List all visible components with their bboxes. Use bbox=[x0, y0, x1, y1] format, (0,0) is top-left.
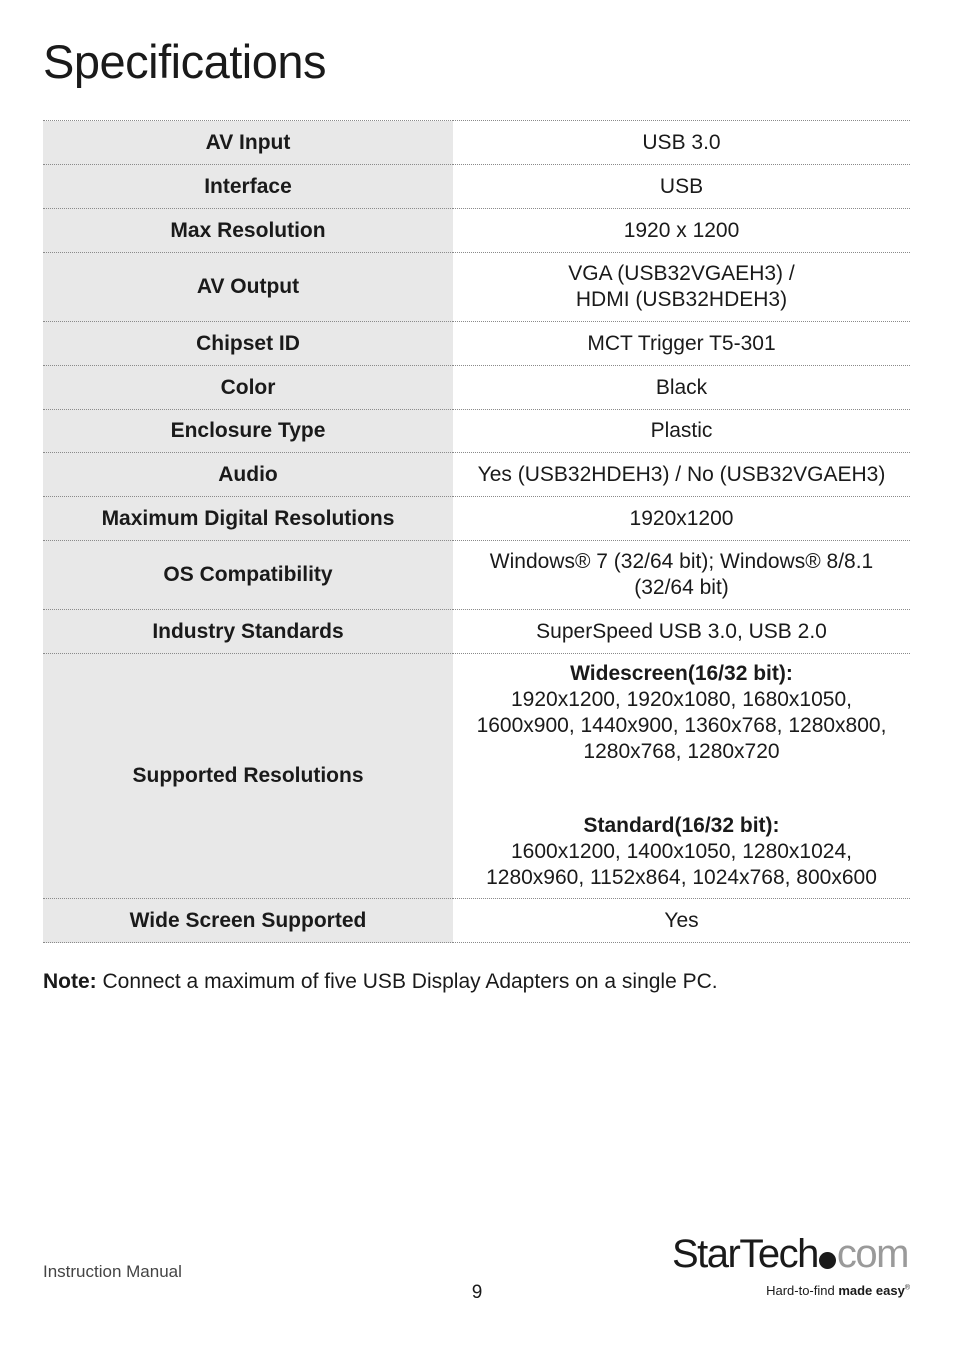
spec-key: OS Compatibility bbox=[43, 541, 453, 610]
widescreen-heading: Widescreen(16/32 bit): bbox=[570, 662, 793, 685]
spec-value: USB 3.0 bbox=[453, 121, 910, 165]
spec-key: Supported Resolutions bbox=[43, 654, 453, 899]
widescreen-line: 1280x768, 1280x720 bbox=[583, 740, 780, 763]
page-number: 9 bbox=[471, 1282, 483, 1303]
note bbox=[43, 970, 718, 994]
widescreen-line: 1600x900, 1440x900, 1360x768, 1280x800, bbox=[476, 714, 887, 737]
spec-value: Windows® 7 (32/64 bit); Windows® 8/8.1 (32/64 bit) bbox=[453, 541, 910, 610]
table-row bbox=[43, 121, 910, 165]
table-row bbox=[43, 497, 910, 541]
spec-key: Industry Standards bbox=[43, 610, 453, 654]
table-row bbox=[43, 610, 910, 654]
table-row bbox=[43, 410, 910, 453]
standard-line: 1280x960, 1152x864, 1024x768, 800x600 bbox=[486, 866, 877, 889]
spec-value: 1920 x 1200 bbox=[453, 209, 910, 253]
spacer bbox=[463, 765, 900, 813]
table-row bbox=[43, 253, 910, 322]
spec-value: Yes (USB32HDEH3) / No (USB32VGAEH3) bbox=[453, 453, 910, 497]
spec-value: VGA (USB32VGAEH3) / HDMI (USB32HDEH3) bbox=[453, 253, 910, 322]
spec-key: Wide Screen Supported bbox=[43, 899, 453, 943]
table-row bbox=[43, 654, 910, 899]
widescreen-line: 1920x1200, 1920x1080, 1680x1050, bbox=[511, 688, 852, 711]
startech-logo bbox=[672, 1232, 910, 1302]
table-row bbox=[43, 165, 910, 209]
note-label: Note: bbox=[43, 970, 97, 993]
spec-key: Audio bbox=[43, 453, 453, 497]
spec-value: 1920x1200 bbox=[453, 497, 910, 541]
spec-value: SuperSpeed USB 3.0, USB 2.0 bbox=[453, 610, 910, 654]
spec-key: AV Output bbox=[43, 253, 453, 322]
table-row bbox=[43, 899, 910, 943]
standard-heading: Standard(16/32 bit): bbox=[583, 814, 780, 837]
spec-key: Max Resolution bbox=[43, 209, 453, 253]
table-row bbox=[43, 322, 910, 366]
table-row bbox=[43, 366, 910, 410]
spec-key: AV Input bbox=[43, 121, 453, 165]
spec-value bbox=[453, 654, 910, 899]
page-title: Specifications bbox=[43, 35, 326, 88]
spec-key: Enclosure Type bbox=[43, 410, 453, 453]
specifications-table bbox=[43, 120, 910, 943]
spec-key: Maximum Digital Resolutions bbox=[43, 497, 453, 541]
spec-key: Interface bbox=[43, 165, 453, 209]
table-row bbox=[43, 453, 910, 497]
spec-key: Color bbox=[43, 366, 453, 410]
logo-wordmark: StarTech com bbox=[672, 1232, 908, 1276]
spec-value: MCT Trigger T5-301 bbox=[453, 322, 910, 366]
logo-tagline: Hard-to-find made easy® bbox=[766, 1283, 910, 1298]
logo-dot-icon bbox=[819, 1252, 836, 1269]
table-row bbox=[43, 209, 910, 253]
note-text: Connect a maximum of five USB Display Adapters on a single PC. bbox=[96, 970, 718, 993]
standard-line: 1600x1200, 1400x1050, 1280x1024, bbox=[511, 840, 852, 863]
spec-key: Chipset ID bbox=[43, 322, 453, 366]
spec-value: USB bbox=[453, 165, 910, 209]
spec-value: Black bbox=[453, 366, 910, 410]
spec-value: Yes bbox=[453, 899, 910, 943]
footer-label: Instruction Manual bbox=[43, 1262, 182, 1281]
spec-value: Plastic bbox=[453, 410, 910, 453]
table-row bbox=[43, 541, 910, 610]
